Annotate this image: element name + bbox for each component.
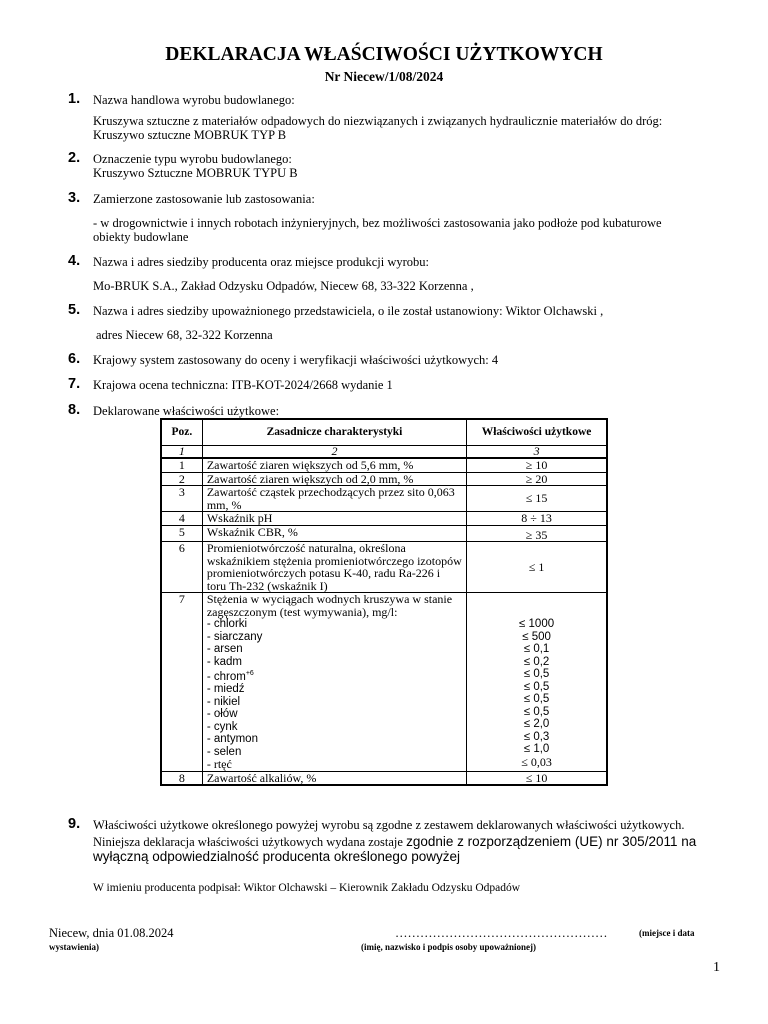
- leaching-item: - kadm: [206, 655, 242, 668]
- table-row: [161, 542, 607, 593]
- header-characteristics: Zasadnicze charakterystyki: [202, 419, 466, 446]
- leaching-value: ≤ 0,5: [523, 705, 550, 718]
- signature-dots: ……………………………………………: [395, 926, 608, 940]
- table-row: [161, 593, 607, 772]
- section-number-9: 9.: [68, 816, 81, 832]
- leaching-item-name: - chrom: [206, 670, 246, 683]
- table-header-row: [161, 419, 607, 446]
- value-cell: ≤ 1: [467, 542, 607, 593]
- characteristic-cell: Wskaźnik pH: [202, 512, 466, 526]
- section-number-6: 6.: [68, 351, 81, 367]
- section-number-3: 3.: [68, 190, 81, 206]
- section-7-label: Krajowa ocena techniczna: ITB-KOT-2024/2668 wydanie 1: [93, 378, 393, 392]
- poz-cell: 6: [161, 542, 202, 593]
- characteristic-cell: Promieniotwórczość naturalna, określona wskaźnikiem stężenia promieniotwórczego izotopów promieniotwórczych potasu K-40, radu Ra-226 i toru Th-232 (wskaźnik I): [202, 542, 466, 593]
- leaching-value: ≤ 0,03: [521, 754, 552, 769]
- poz-cell: 2: [161, 472, 202, 486]
- header-poz: Poz.: [161, 419, 202, 446]
- leaching-item: - miedź: [206, 683, 245, 696]
- leaching-value: ≤ 0,5: [523, 668, 550, 680]
- value-cell: ≥ 35: [467, 525, 607, 542]
- page-number: 1: [713, 960, 720, 975]
- section-9-text-2: wyłączną odpowiedzialność producenta określonego powyżej: [93, 849, 460, 864]
- index-cell: 1: [161, 446, 202, 459]
- leaching-value: ≤ 1000: [519, 618, 555, 630]
- section-6-label: Krajowy system zastosowany do oceny i weryfikacji właściwości użytkowych: 4: [93, 353, 499, 367]
- characteristic-cell: Zawartość cząstek przechodzących przez sito 0,063 mm, %: [202, 486, 466, 512]
- leaching-value: ≤ 0,3: [523, 730, 550, 743]
- index-cell: 3: [467, 446, 607, 459]
- poz-cell: 1: [161, 458, 202, 472]
- section-9-text-part-1: Niniejsza deklaracja właściwości użytkowych wydana zostaje: [93, 835, 403, 849]
- section-3-text-2: obiekty budowlane: [93, 230, 189, 244]
- leaching-item: - nikiel: [206, 695, 241, 708]
- table-row: [161, 458, 607, 472]
- poz-cell: 8: [161, 771, 202, 785]
- section-1-label: Nazwa handlowa wyrobu budowlanego:: [93, 93, 295, 107]
- poz-cell: 4: [161, 512, 202, 526]
- section-number-8: 8.: [68, 402, 81, 418]
- poz-cell: 5: [161, 525, 202, 542]
- section-number-5: 5.: [68, 302, 81, 318]
- section-1-text: Kruszywa sztuczne z materiałów odpadowych do niezwiązanych i związanych hydraulicznie materiałów do dróg:: [93, 114, 663, 128]
- leaching-item: - siarczany: [206, 630, 263, 643]
- section-3-label: Zamierzone zastosowanie lub zastosowania:: [93, 192, 315, 206]
- table-row: [161, 525, 607, 542]
- characteristic-cell: [202, 593, 466, 772]
- leaching-value: ≤ 1,0: [523, 743, 550, 755]
- poz-cell: 7: [161, 593, 202, 772]
- section-2-label: Oznaczenie typu wyrobu budowlanego:: [93, 152, 292, 166]
- leaching-item: - arsen: [206, 643, 243, 655]
- leaching-values-cell: [467, 593, 607, 772]
- header-properties: Właściwości użytkowe: [467, 419, 607, 446]
- section-1-text-2: Kruszywo sztuczne MOBRUK TYP B: [93, 128, 287, 142]
- characteristic-cell: Zawartość ziaren większych od 5,6 mm, %: [202, 458, 466, 472]
- section-number-4: 4.: [68, 253, 81, 269]
- section-4-label: Nazwa i adres siedziby producenta oraz miejsce produkcji wyrobu:: [93, 255, 429, 269]
- leaching-item: - rtęć: [206, 757, 232, 772]
- leaching-item: - selen: [206, 745, 242, 758]
- section-3-text: - w drogownictwie i innych robotach inżynieryjnych, bez możliwości zastosowania jako podłoże pod kubaturowe: [93, 216, 662, 230]
- leaching-item: - antymon: [206, 733, 258, 746]
- signed-by: W imieniu producenta podpisał: Wiktor Olchawski – Kierownik Zakładu Odzysku Odpadów: [93, 882, 521, 894]
- section-9-text-part-2: zgodnie z rozporządzeniem (UE) nr 305/2011 na: [406, 834, 697, 849]
- index-cell: 2: [202, 446, 466, 459]
- table-row: [161, 486, 607, 512]
- place-date-label-2: wystawienia): [49, 942, 99, 952]
- properties-table: [160, 418, 608, 786]
- value-cell: ≥ 20: [467, 472, 607, 486]
- person-label: (imię, nazwisko i podpis osoby upoważnionej): [361, 942, 537, 952]
- characteristic-cell: Wskaźnik CBR, %: [202, 525, 466, 542]
- section-8-label: Deklarowane właściwości użytkowe:: [93, 404, 280, 418]
- section-number-7: 7.: [68, 376, 81, 392]
- characteristic-cell: Zawartość ziaren większych od 2,0 mm, %: [202, 472, 466, 486]
- leaching-value: ≤ 0,2: [523, 655, 550, 668]
- value-cell: ≤ 10: [467, 771, 607, 785]
- section-4-text: Mo-BRUK S.A., Zakład Odzysku Odpadów, Niecew 68, 33-322 Korzenna ,: [93, 279, 474, 293]
- leaching-value: ≤ 500: [522, 630, 551, 643]
- leaching-item-superscript: +6: [245, 670, 254, 677]
- table-index-row: [161, 446, 607, 459]
- table-row: [161, 771, 607, 785]
- leaching-value: ≤ 0,1: [523, 643, 550, 655]
- leaching-heading: Stężenia w wyciągach wodnych kruszywa w stanie zagęszczonym (test wymywania), mg/l:: [206, 592, 453, 619]
- section-9-label: Właściwości użytkowe określonego powyżej wyrobu są zgodne z zestawem deklarowanych właściwości użytkowych.: [93, 818, 685, 832]
- section-5-text: adres Niecew 68, 32-322 Korzenna: [96, 328, 273, 342]
- value-cell: ≤ 15: [467, 486, 607, 512]
- leaching-item: - cynk: [206, 720, 238, 733]
- leaching-value: ≤ 0,5: [523, 693, 550, 705]
- table-row: [161, 512, 607, 526]
- leaching-item: - ołów: [206, 708, 238, 721]
- leaching-value: ≤ 2,0: [523, 718, 550, 730]
- place-date-label: (miejsce i data: [639, 928, 695, 938]
- table-row: [161, 472, 607, 486]
- section-number-1: 1.: [68, 91, 81, 107]
- section-9-text: [93, 834, 723, 850]
- characteristic-cell: Zawartość alkaliów, %: [202, 771, 466, 785]
- section-number-2: 2.: [68, 150, 81, 166]
- document-number: Nr Niecew/1/08/2024: [324, 69, 444, 84]
- poz-cell: 3: [161, 486, 202, 512]
- document-title: DEKLARACJA WŁAŚCIWOŚCI UŻYTKOWYCH: [165, 44, 603, 65]
- value-cell: 8 ÷ 13: [467, 512, 607, 526]
- leaching-item: [207, 668, 462, 683]
- section-2-text: Kruszywo Sztuczne MOBRUK TYPU B: [93, 166, 298, 180]
- section-5-label: Nazwa i adres siedziby upoważnionego przedstawiciela, o ile został ustanowiony: Wiktor Olchawski ,: [93, 304, 604, 318]
- value-cell: ≥ 10: [467, 458, 607, 472]
- leaching-item: - chlorki: [206, 618, 248, 630]
- place-date: Niecew, dnia 01.08.2024: [49, 926, 174, 940]
- leaching-value: ≤ 0,5: [523, 680, 550, 693]
